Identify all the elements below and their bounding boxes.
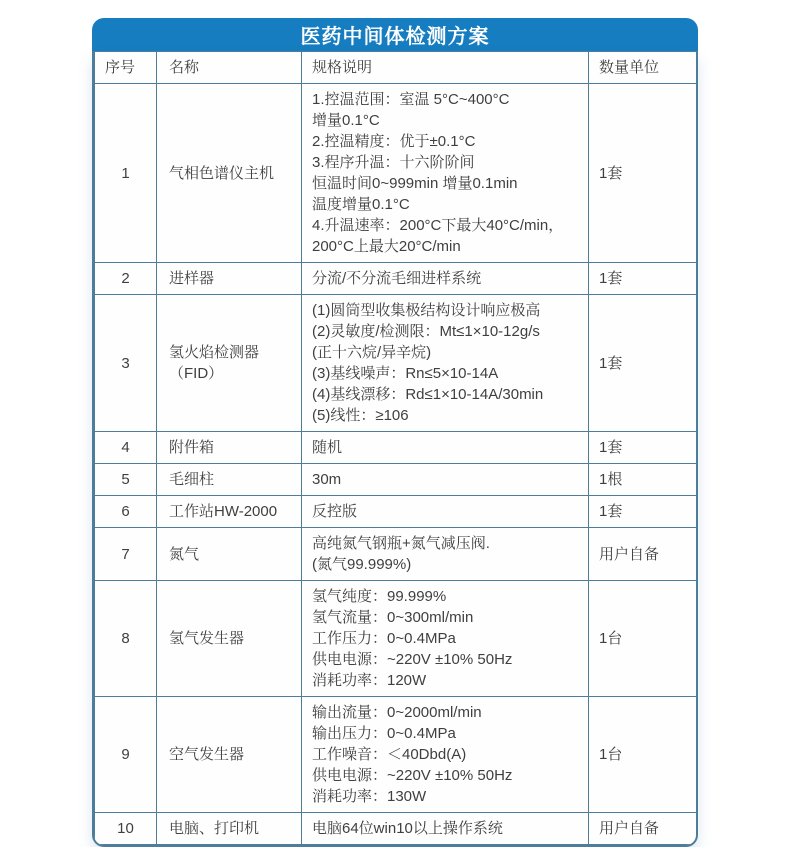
cell-quantity: 1套: [589, 84, 699, 263]
cell-name: 氢火焰检测器（FID）: [157, 295, 302, 432]
page-title: 医药中间体检测方案: [300, 26, 490, 48]
spec-line: 工作噪音：＜40Dbd(A): [312, 746, 467, 763]
spec-line: 2.控温精度：优于±0.1°C: [312, 133, 476, 150]
cell-name: 空气发生器: [157, 697, 302, 813]
cell-serial: 7: [95, 528, 157, 581]
spec-line: (氮气99.999%): [312, 556, 412, 573]
spec-line: (2)灵敏度/检测限：Mt≤1×10-12g/s: [312, 323, 540, 340]
cell-serial: 1: [95, 84, 157, 263]
spec-line: 4.升温速率：200°C下最大40°C/min，: [312, 217, 564, 234]
spec-line: 3.程序升温：十六阶阶间: [312, 154, 475, 171]
cell-serial: 6: [95, 496, 157, 528]
cell-spec: [302, 496, 589, 528]
spec-line: 反控版: [312, 503, 358, 520]
cell-serial: 2: [95, 263, 157, 295]
cell-spec: [302, 432, 589, 464]
table-row: [95, 528, 699, 581]
cell-quantity: 用户自备: [589, 813, 699, 845]
cell-name: 气相色谱仪主机: [157, 84, 302, 263]
spec-line: 随机: [312, 439, 343, 456]
cell-name: 电脑、打印机: [157, 813, 302, 845]
spec-line: 工作压力：0~0.4MPa: [312, 630, 456, 647]
cell-name: 毛细柱: [157, 464, 302, 496]
table-row: [95, 581, 699, 697]
cell-serial: 5: [95, 464, 157, 496]
col-header-serial: 序号: [95, 52, 157, 84]
spec-line: 输出流量：0~2000ml/min: [312, 704, 482, 721]
cell-quantity: 1台: [589, 581, 699, 697]
cell-serial: 3: [95, 295, 157, 432]
spec-line: 增量0.1°C: [312, 112, 380, 129]
document-sheet: [92, 18, 698, 847]
cell-spec: [302, 84, 589, 263]
spec-line: 消耗功率：120W: [312, 672, 427, 689]
table-title-bar: [92, 18, 698, 51]
spec-line: (正十六烷/异辛烷): [312, 344, 432, 361]
spec-line: (5)线性：≥106: [312, 407, 409, 424]
cell-name: 氮气: [157, 528, 302, 581]
spec-line: 消耗功率：130W: [312, 788, 427, 805]
spec-line: 恒温时间0~999min 增量0.1min: [312, 175, 518, 192]
cell-quantity: 1套: [589, 432, 699, 464]
cell-serial: 4: [95, 432, 157, 464]
spec-line: 1.控温范围：室温 5°C~400°C: [312, 91, 510, 108]
table-row: [95, 84, 699, 263]
cell-spec: [302, 697, 589, 813]
table-row: [95, 295, 699, 432]
spec-line: 高纯氮气钢瓶+氮气减压阀.: [312, 535, 490, 552]
table-row: [95, 464, 699, 496]
header-row: [95, 52, 699, 84]
col-header-name: 名称: [157, 52, 302, 84]
cell-name: 进样器: [157, 263, 302, 295]
table-row: [95, 263, 699, 295]
spec-line: 输出压力：0~0.4MPa: [312, 725, 456, 742]
cell-quantity: 1套: [589, 496, 699, 528]
spec-line: 氢气纯度：99.999%: [312, 588, 447, 605]
spec-line: 电脑64位win10以上操作系统: [312, 820, 503, 837]
cell-serial: 10: [95, 813, 157, 845]
col-header-spec: 规格说明: [302, 52, 589, 84]
cell-spec: [302, 263, 589, 295]
spec-line: (3)基线噪声：Rn≤5×10-14A: [312, 365, 499, 382]
spec-line: 温度增量0.1°C: [312, 196, 410, 213]
cell-serial: 8: [95, 581, 157, 697]
cell-spec: [302, 581, 589, 697]
spec-table-body: [95, 84, 699, 845]
spec-line: 200°C上最大20°C/min: [312, 238, 461, 255]
cell-spec: [302, 295, 589, 432]
cell-serial: 9: [95, 697, 157, 813]
cell-quantity: 用户自备: [589, 528, 699, 581]
table-row: [95, 432, 699, 464]
spec-line: 供电电源：~220V ±10% 50Hz: [312, 767, 513, 784]
cell-spec: [302, 464, 589, 496]
spec-line: 30m: [312, 471, 342, 488]
cell-name: 附件箱: [157, 432, 302, 464]
cell-name: 工作站HW-2000: [157, 496, 302, 528]
table-row: [95, 496, 699, 528]
spec-table: [94, 51, 698, 845]
table-container: [92, 51, 698, 847]
spec-line: 供电电源：~220V ±10% 50Hz: [312, 651, 513, 668]
table-row: [95, 697, 699, 813]
cell-spec: [302, 528, 589, 581]
spec-line: 分流/不分流毛细进样系统: [312, 270, 482, 287]
cell-name: 氢气发生器: [157, 581, 302, 697]
cell-quantity: 1根: [589, 464, 699, 496]
spec-line: 氢气流量：0~300ml/min: [312, 609, 474, 626]
spec-line: (1)圆筒型收集极结构设计响应极高: [312, 302, 541, 319]
col-header-quantity: 数量单位: [589, 52, 699, 84]
cell-quantity: 1套: [589, 263, 699, 295]
cell-quantity: 1套: [589, 295, 699, 432]
cell-quantity: 1台: [589, 697, 699, 813]
spec-line: (4)基线漂移：Rd≤1×10-14A/30min: [312, 386, 544, 403]
